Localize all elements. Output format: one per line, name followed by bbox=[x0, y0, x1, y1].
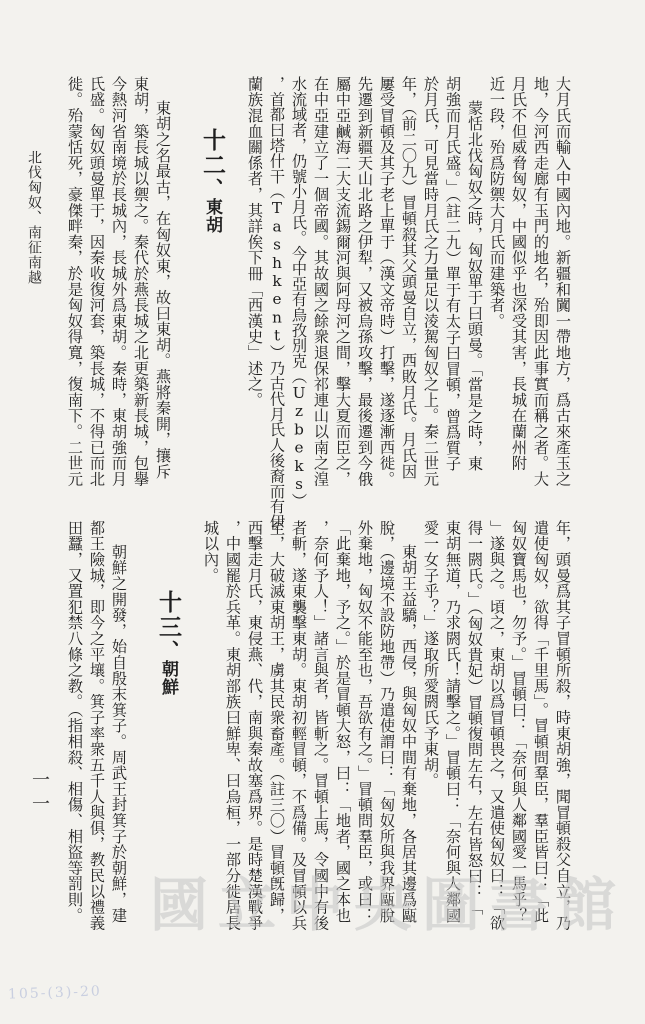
text-column: 至，大破滅東胡王，虜其民衆畜產。（註三〇）冒頓旣歸， bbox=[268, 520, 286, 924]
library-watermark: 國立中央圖書館 bbox=[150, 871, 627, 939]
text-column: 近一段，殆爲防禦大月氏而建築者。 bbox=[488, 76, 506, 329]
text-column: 脫，（邊境不設防地帶）乃遣使謂曰：「匈奴所與我界甌脫 bbox=[378, 520, 396, 924]
heading-separator: 、 bbox=[156, 640, 180, 660]
text-column: 東胡，築長城以禦之。秦代於燕長城之北更築新長城，包擧 bbox=[132, 76, 150, 487]
page-number: 一一 bbox=[29, 770, 50, 818]
text-column: 遣使匈奴，欲得「千里馬」。冒頓問羣臣，羣臣皆曰：「此 bbox=[532, 520, 550, 924]
text-column: 年，（前二〇九）冒頓殺其父頭曼自立，西敗月氏。月氏因 bbox=[400, 76, 418, 480]
text-column: ，中國罷於兵革。東胡部族曰鮮卑、曰烏桓，一部分徙居長 bbox=[224, 520, 242, 931]
text-column: 在中亞建立了一個帝國。其故國之餘衆退保祁連山以南之湟 bbox=[312, 76, 330, 487]
text-column: 愛一女子乎？」遂取所愛閼氏予東胡。 bbox=[422, 520, 440, 789]
text-column: 城以內。 bbox=[202, 520, 220, 584]
text-column: 東胡無道，乃求閼氏！請擊之。」冒頓曰：「奈何與人鄰國 bbox=[444, 520, 462, 924]
section-number: 十三 bbox=[155, 590, 182, 640]
text-column: 」遂與之。頃之，東胡以爲冒頓畏之，又遣使匈奴曰：「欲 bbox=[488, 520, 506, 931]
text-column: ，首都曰塔什干（Tashkent）乃古代月氏人後裔而有伊 bbox=[268, 76, 286, 530]
running-header: 北伐匈奴、南征南越 bbox=[26, 150, 42, 285]
text-column: 今熱河省南境於長城內，長城外爲東胡。秦時，東胡強而月 bbox=[110, 76, 128, 487]
text-column: 月氏不但威脅匈奴，中國似乎也深受其害，長城在蘭州附 bbox=[510, 76, 528, 471]
section-heading-12 bbox=[196, 128, 229, 234]
text-column: 朝鮮之開發，始自殷末箕子。周武王封箕子於朝鮮，建 bbox=[110, 544, 128, 924]
text-column: 地，今河西走廊有玉門的地名，殆即因此事實而稱之者。大 bbox=[532, 76, 550, 487]
text-column: 東胡之名最古，在匈奴東，故曰東胡。燕將秦開，攘斥 bbox=[154, 100, 172, 480]
text-column: 西擊走月氏，東侵燕、代，南與秦故塞爲界。是時楚漢戰爭 bbox=[246, 520, 264, 931]
text-column: 都王險城，即今之平壤。箕子率衆五千人與俱，教民以禮義 bbox=[88, 520, 106, 931]
text-column: 蘭族混血關係者，其詳俟下冊「西漢史」述之。 bbox=[246, 76, 264, 408]
section-title: 朝鮮 bbox=[158, 660, 178, 696]
text-column: 外棄地，匈奴不能至也，吾欲有之。」冒頓問羣臣，或曰： bbox=[356, 520, 374, 924]
text-column: 匈奴寶馬也，勿予。」冒頓曰：「奈何與人鄰國愛一馬乎？ bbox=[510, 520, 528, 924]
text-column: 東胡王益驕，西侵，與匈奴中間有棄地，各居其邊爲甌 bbox=[400, 544, 418, 924]
text-column: 年，頭曼爲其子冒頓所殺，時東胡強，聞冒頓殺父自立，乃 bbox=[554, 520, 572, 931]
section-title: 東胡 bbox=[202, 198, 222, 234]
text-column: 田蠶，又置犯禁八條之教。（指相殺、相傷、相盜等罰則。 bbox=[66, 520, 84, 924]
text-column: 先遷到新疆天山北路之伊犁，又被烏孫攻擊，最後遷到今俄 bbox=[356, 76, 374, 487]
text-column: 徙。殆蒙恬死，豪傑畔秦，於是匈奴得寬，復南下。二世元 bbox=[66, 76, 84, 487]
text-column: 得一閼氏。」（匈奴貴妃）冒頓復問左右，左右皆怒曰：「 bbox=[466, 520, 484, 916]
text-column: 於月氏，可見當時月氏之力量足以淩駕匈奴之上。秦二世元 bbox=[422, 76, 440, 487]
text-column: 胡強而月氏盛。」（註二九）單于有太子曰冒頓，曾爲質子 bbox=[444, 76, 462, 472]
text-column: 氏盛。匈奴頭曼單于，因秦收復河套，築長城，不得已而北 bbox=[88, 76, 106, 487]
text-column: 大月氏而輸入中國內地。新疆和闐一帶地方，爲古來產玉之 bbox=[554, 76, 572, 487]
text-column: ，奈何予人！」諸言與者，皆斬之。冒頓上馬，令國中有後 bbox=[312, 520, 330, 931]
text-column: 水流域者，仍號小月氏。今中亞有烏孜別克（Uzbeks） bbox=[290, 76, 308, 509]
text-column: 者斬，遂東襲擊東胡。東胡初輕冒頓，不爲備。及冒頓以兵 bbox=[290, 520, 308, 931]
text-column: 屢受冒頓及其子老上單于（漢文帝時）打擊，遂逐漸西徙。 bbox=[378, 76, 396, 487]
text-column: 屬中亞鹹海二大支流錫爾河與阿母河之間，擊大夏而臣之， bbox=[334, 76, 352, 487]
text-column: 「此棄地，予之。」於是冒頓大怒，曰：「地者，國之本也 bbox=[334, 520, 352, 924]
section-number: 十二 bbox=[199, 128, 226, 178]
section-heading-13 bbox=[152, 590, 185, 696]
heading-separator: 、 bbox=[200, 178, 224, 198]
text-column: 蒙恬北伐匈奴之時，匈奴單于曰頭曼。「當是之時，東 bbox=[466, 100, 484, 472]
archive-stamp: 105-(3)-20 bbox=[7, 983, 103, 1003]
